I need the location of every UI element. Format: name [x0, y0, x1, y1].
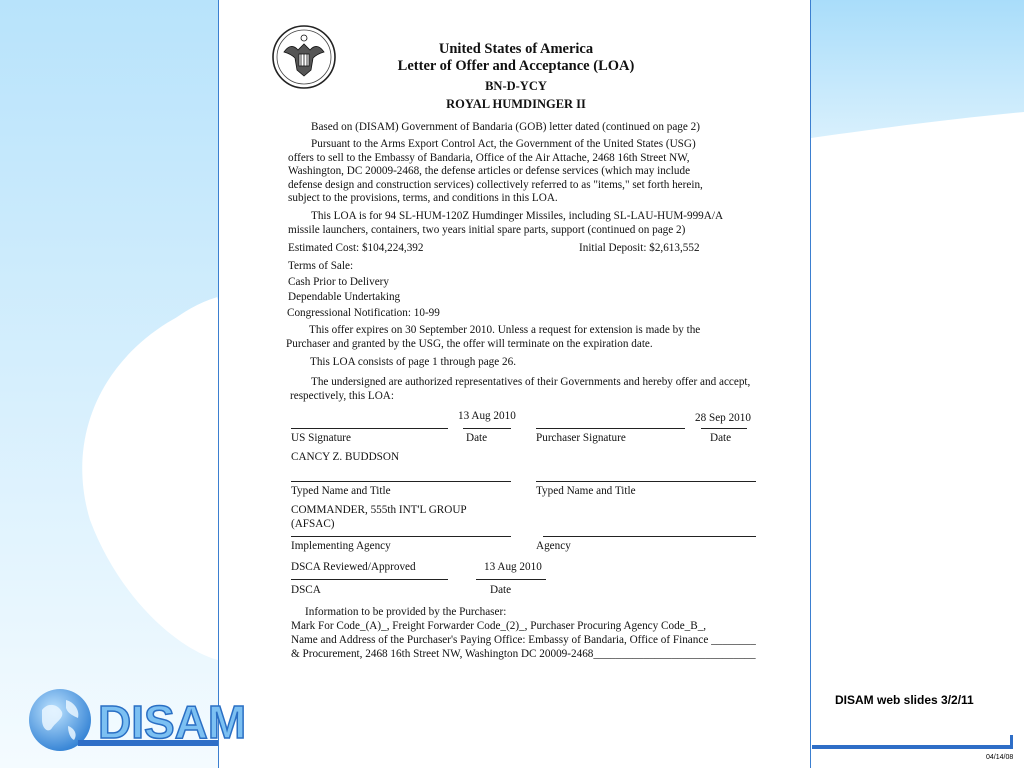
undersigned-line: The undersigned are authorized representatives of their Governments and hereby offer and accept, [311, 376, 751, 388]
us-great-seal-icon [271, 24, 337, 90]
para-scope-line: missile launchers, containers, two years initial spare parts, support (continued on page 2) [288, 224, 686, 236]
para-pursuant-line: offers to sell to the Embassy of Bandaria, Office of the Air Attache, 2468 16th Street NW, [288, 152, 690, 164]
purchaser-date-line [701, 428, 747, 429]
para-scope-line: This LOA is for 94 SL-HUM-120Z Humdinger Missiles, including SL-LAU-HUM-999A/A [311, 210, 724, 222]
date-label: Date [710, 432, 732, 444]
us-title-line: COMMANDER, 555th INT'L GROUP [291, 504, 467, 516]
terms-heading: Terms of Sale: [288, 260, 354, 272]
page-count: This LOA consists of page 1 through page 26. [310, 356, 517, 368]
purchaser-agency-line [543, 536, 756, 537]
footer-rule [812, 745, 1012, 749]
purchaser-signature-label: Purchaser Signature [536, 432, 626, 444]
purchaser-info-line: & Procurement, 2468 16th Street NW, Washington DC 20009-2468_____________________________ [291, 648, 756, 660]
us-title-line: (AFSAC) [291, 518, 335, 530]
date-label: Date [466, 432, 488, 444]
congressional-notification: Congressional Notification: 10-99 [287, 307, 440, 319]
undersigned-line: respectively, this LOA: [290, 390, 394, 402]
purchaser-signature-date: 28 Sep 2010 [695, 412, 751, 424]
typed-name-label: Typed Name and Title [291, 485, 391, 497]
purchaser-signature-line [536, 428, 685, 429]
disam-logo [28, 684, 247, 756]
footer-rule-end [1010, 735, 1013, 749]
expiry-line: Purchaser and granted by the USG, the offer will terminate on the expiration date. [286, 338, 653, 350]
header-line2: Letter of Offer and Acceptance (LOA) [397, 58, 635, 74]
para-pursuant-line: defense design and construction services) collectively referred to as "items," set forth herein, [288, 179, 703, 191]
case-id: BN-D-YCY [485, 79, 547, 93]
purchaser-info-line: Mark For Code_(A)_, Freight Forwarder Code_(2)_, Purchaser Procuring Agency Code_B_, [291, 620, 707, 632]
date-label: Date [490, 584, 512, 596]
para-pursuant-line: subject to the provisions, terms, and conditions in this LOA. [288, 192, 558, 204]
terms-item: Cash Prior to Delivery [288, 276, 389, 288]
purchaser-info-line: Information to be provided by the Purchaser: [305, 606, 507, 618]
footer-date: 04/14/08 [986, 754, 1014, 761]
dsca-label: DSCA [291, 584, 321, 596]
header-line1: United States of America [438, 41, 594, 57]
dsca-date: 13 Aug 2010 [484, 561, 542, 573]
para-based-on: Based on (DISAM) Government of Bandaria (GOB) letter dated (continued on page 2) [311, 121, 700, 133]
disam-logo-text: DISAM [98, 696, 247, 748]
footer-label: DISAM web slides 3/2/11 [835, 693, 974, 707]
us-date-line [463, 428, 511, 429]
dsca-reviewed: DSCA Reviewed/Approved [291, 561, 416, 573]
para-pursuant-line: Washington, DC 20009-2468, the defense articles or defense services (which may include [288, 165, 691, 177]
initial-deposit: Initial Deposit: $2,613,552 [579, 242, 700, 254]
us-signature-date: 13 Aug 2010 [458, 410, 516, 422]
us-signature-label: US Signature [291, 432, 351, 444]
us-typed-name-line [291, 481, 511, 482]
typed-name-label: Typed Name and Title [536, 485, 636, 497]
purchaser-typed-name-line [536, 481, 756, 482]
purchaser-info-line: Name and Address of the Purchaser's Paying Office: Embassy of Bandaria, Office of Finance ________ [291, 634, 756, 646]
implementing-agency-label: Implementing Agency [291, 540, 391, 552]
us-signature-line [291, 428, 448, 429]
dsca-signature-line [291, 579, 448, 580]
agency-label: Agency [536, 540, 571, 552]
expiry-line: This offer expires on 30 September 2010. Unless a request for extension is made by the [309, 324, 701, 336]
us-typed-name: CANCY Z. BUDDSON [291, 451, 400, 463]
case-name: ROYAL HUMDINGER II [446, 97, 586, 111]
terms-item: Dependable Undertaking [288, 291, 401, 303]
implementing-agency-line [291, 536, 511, 537]
para-pursuant-line: Pursuant to the Arms Export Control Act, the Government of the United States (USG) [311, 138, 696, 150]
dsca-date-line [476, 579, 546, 580]
loa-document [218, 0, 811, 768]
estimated-cost: Estimated Cost: $104,224,392 [288, 242, 424, 254]
